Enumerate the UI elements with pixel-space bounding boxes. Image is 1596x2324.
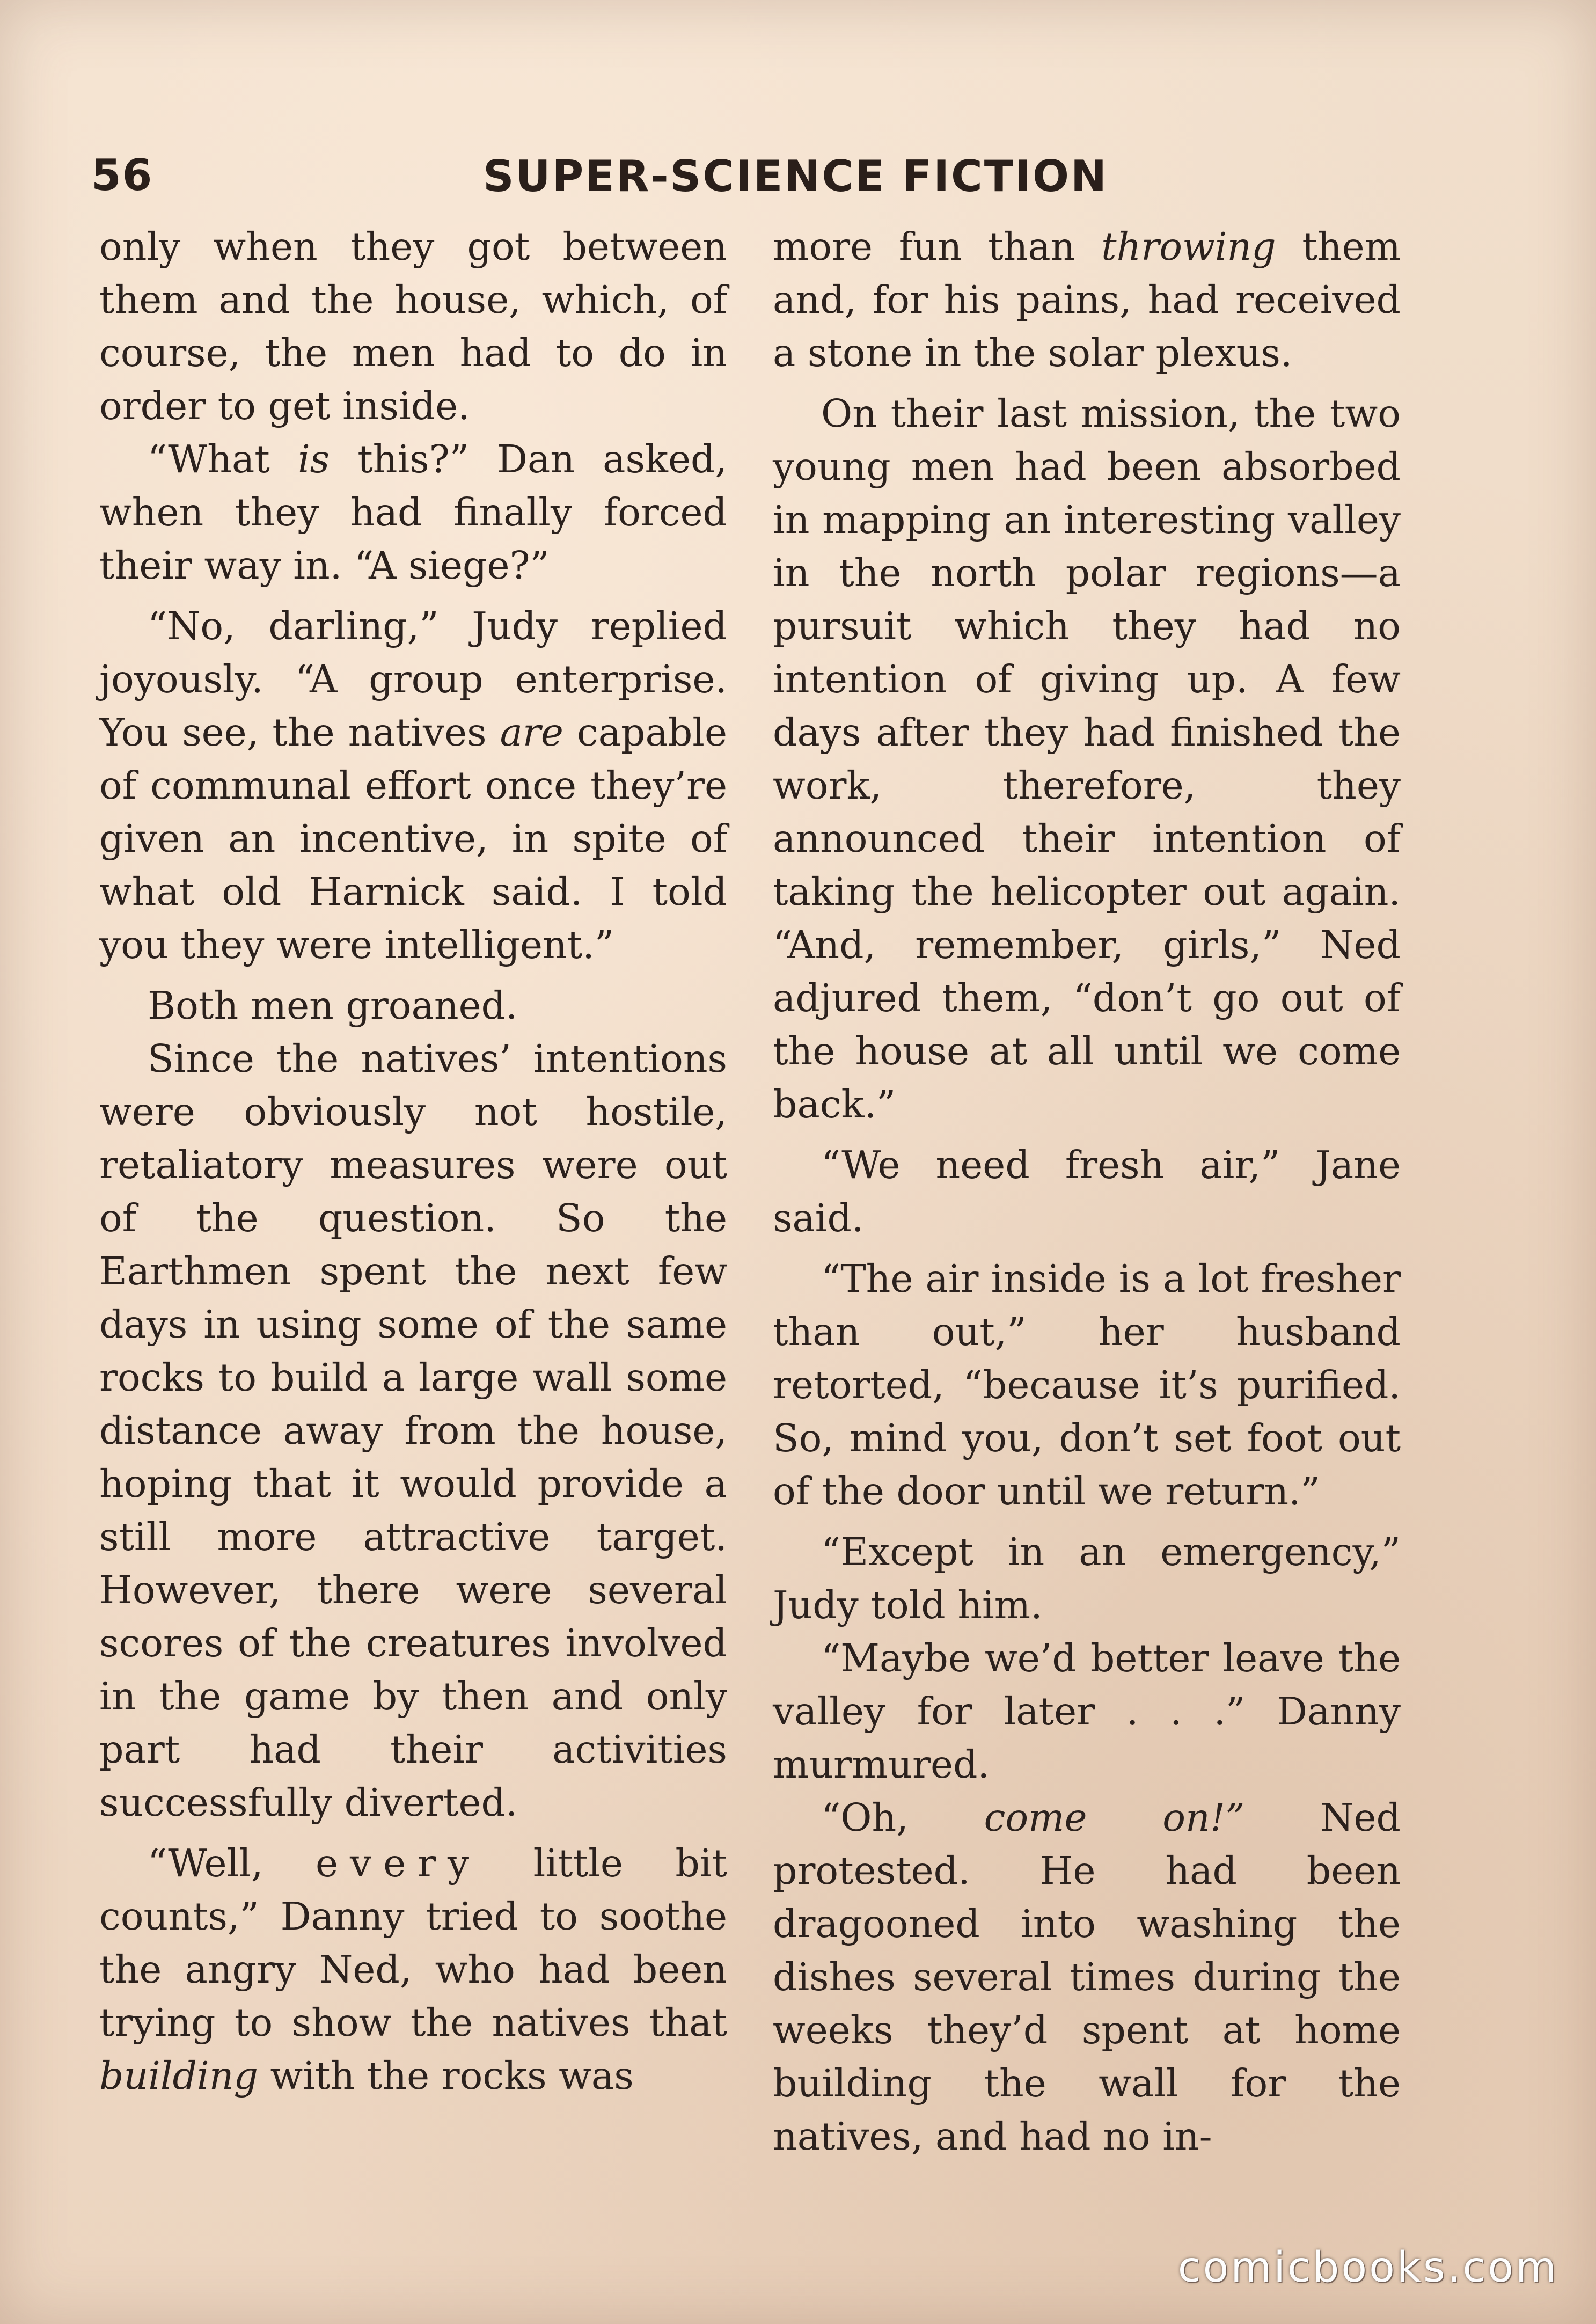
paragraph: “Well, every little bit counts,” Danny tried to soothe the angry Ned, who had been trying to show the natives that building with the rocks was xyxy=(99,1841,728,2098)
running-head xyxy=(91,145,1411,204)
right-column xyxy=(773,220,1401,2163)
paragraph: “Maybe we’d better leave the valley for later . . .” Danny murmured. xyxy=(773,1636,1401,1787)
paragraph: Both men groaned. xyxy=(148,983,518,1028)
paragraph: “The air inside is a lot fresher than out,” her husband retorted, “because it’s purified. So, mind you, don’t set foot out of the door until we return.” xyxy=(773,1256,1401,1514)
paragraph: only when they got between them and the house, which, of course, the men had to do in order to get inside. xyxy=(99,224,727,428)
left-column xyxy=(99,220,727,2102)
site-watermark: comicbooks.com xyxy=(1177,2243,1558,2292)
paragraph: “No, darling,” Judy replied joyously. “A group enterprise. You see, the natives are capable of communal effort once they’re given an incentive, in spite of what old Harnick said. I told you they were intelligent.” xyxy=(99,604,727,967)
paragraph: “Except in an emergency,” Judy told him. xyxy=(773,1530,1401,1627)
page-number: 56 xyxy=(91,150,153,200)
paragraph: Since the natives’ intentions were obviously not hostile, retaliatory measures were out of the question. So the Earthmen spent the next few days in using some of the same rocks to build a large wall some distance away from the house, hoping that it would provide a still more attractive target. However, there were several scores of the creatures involved in the game by then and only part had their activities successfully diverted. xyxy=(99,1036,727,1825)
magazine-title: SUPER-SCIENCE FICTION xyxy=(483,151,1108,201)
paragraph: “What is this?” Dan asked, when they had finally forced their way in. “A siege?” xyxy=(99,437,727,588)
paragraph: more fun than throwing them and, for his pains, had received a stone in the solar plexus. xyxy=(773,224,1401,375)
paragraph: “We need fresh air,” Jane said. xyxy=(773,1143,1401,1240)
paragraph: On their last mission, the two young men had been absorbed in mapping an interesting valley in the north polar regions—a pursuit which they had no intention of giving up. A few days after they had finished the work, therefore, they announced their intention of taking the helicopter out again. “And, remember, girls,” Ned adjured them, “don’t go out of the house at all until we come back.” xyxy=(773,391,1401,1127)
paragraph: “Oh, come on!” Ned protested. He had been dragooned into washing the dishes several times during the weeks they’d spent at home building the wall for the natives, and had no in- xyxy=(773,1795,1401,2159)
